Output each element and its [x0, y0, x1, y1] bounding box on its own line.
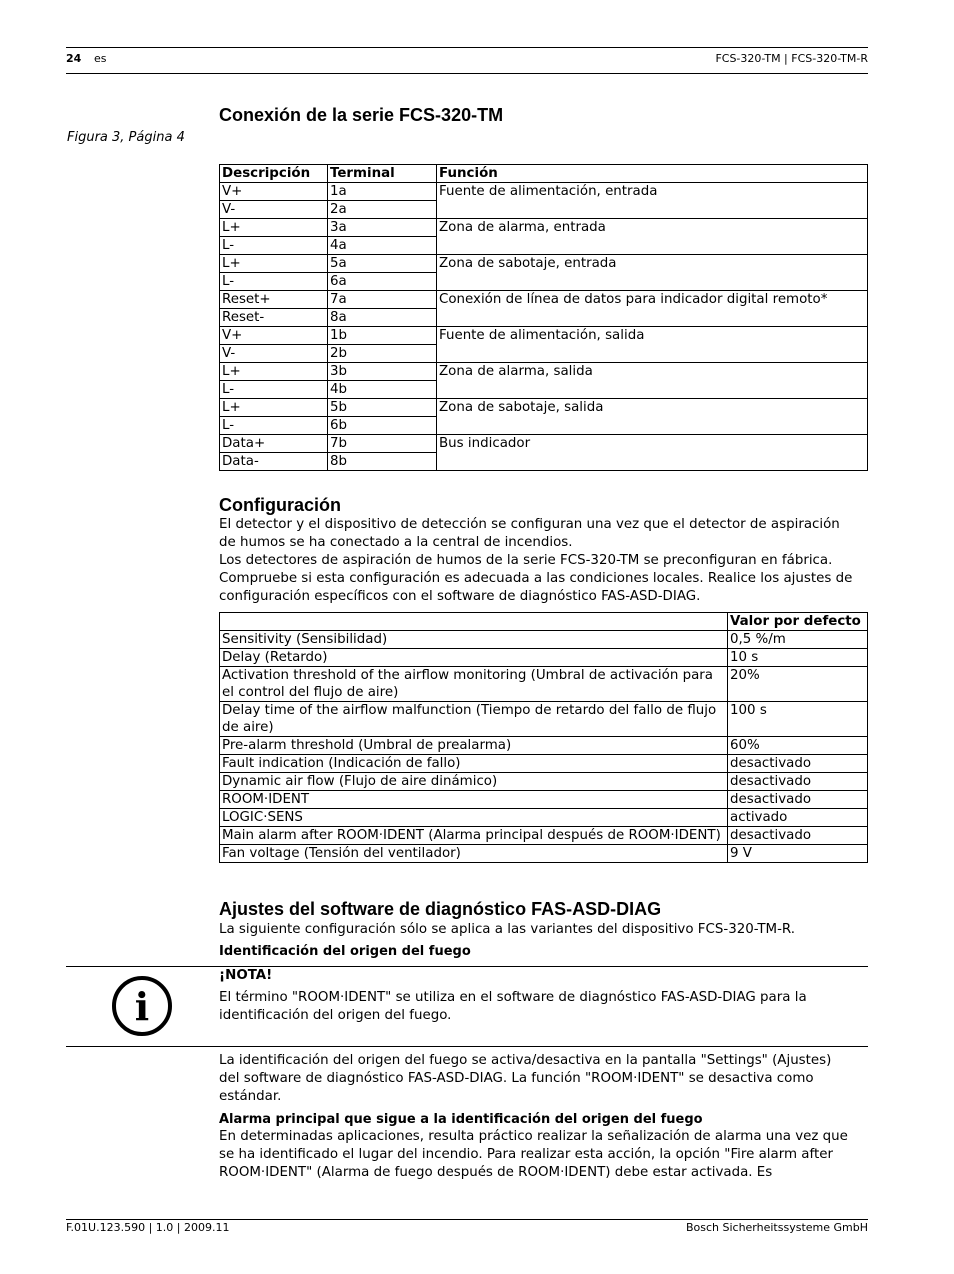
table-row — [220, 773, 868, 791]
text-line: se ha identificado el lugar del incendio. Para realizar esta acción, la opción "Fire alarm after — [219, 1147, 833, 1162]
text-line: El detector y el dispositivo de detección se configuran una vez que el detector de aspiración — [219, 517, 840, 532]
function-cell: Fuente de alimentación, salida — [437, 327, 868, 363]
setting-name-cell: Activation threshold of the airflow monitoring (Umbral de activación para el control del flujo de aire) — [220, 667, 728, 702]
figure-reference: Figura 3, Página 4 — [67, 130, 185, 145]
setting-name-cell: Pre-alarm threshold (Umbral de prealarma) — [220, 737, 728, 755]
setting-name-cell: Main alarm after ROOM·IDENT (Alarma principal después de ROOM·IDENT) — [220, 827, 728, 845]
text-line: de humos se ha conectado a la central de incendios. — [219, 535, 573, 550]
description-cell: L+ — [220, 363, 328, 381]
setting-name-cell: LOGIC·SENS — [220, 809, 728, 827]
section-title-software-settings: Ajustes del software de diagnóstico FAS-ASD-DIAG — [219, 899, 662, 919]
description-cell: L+ — [220, 255, 328, 273]
table-header-row — [220, 165, 868, 183]
terminal-cell: 5a — [328, 255, 437, 273]
setting-name-cell: Sensitivity (Sensibilidad) — [220, 631, 728, 649]
main-alarm-paragraph — [219, 1128, 848, 1182]
configuration-text — [219, 516, 869, 606]
description-cell: Reset- — [220, 309, 328, 327]
table-row — [220, 809, 868, 827]
text-line: Los detectores de aspiración de humos de la serie FCS-320-TM se preconfiguran en fábrica. — [219, 553, 833, 568]
terminal-cell: 3a — [328, 219, 437, 237]
description-cell: V- — [220, 201, 328, 219]
info-icon-glyph: i — [134, 984, 150, 1029]
software-intro: La siguiente configuración sólo se aplica a las variantes del dispositivo FCS-320-TM-R. — [219, 922, 795, 937]
table-row — [220, 667, 868, 702]
text-line: El término "ROOM·IDENT" se utiliza en el software de diagnóstico FAS-ASD-DIAG para la — [219, 990, 807, 1005]
table-row — [220, 649, 868, 667]
column-header — [220, 613, 728, 631]
description-cell: L- — [220, 237, 328, 255]
terminal-cell: 3b — [328, 363, 437, 381]
info-icon — [111, 975, 173, 1037]
table-row — [220, 845, 868, 863]
column-header: Valor por defecto — [728, 613, 868, 631]
function-cell: Zona de sabotaje, entrada — [437, 255, 868, 291]
function-cell: Zona de alarma, salida — [437, 363, 868, 399]
description-cell: L+ — [220, 399, 328, 417]
terminal-cell: 8b — [328, 453, 437, 471]
text-line: La identificación del origen del fuego se activa/desactiva en la pantalla "Settings" (Ajustes) — [219, 1053, 832, 1068]
default-value-cell: activado — [728, 809, 868, 827]
function-cell: Fuente de alimentación, entrada — [437, 183, 868, 219]
table-row — [220, 737, 868, 755]
footer-rule — [66, 1219, 868, 1220]
text-line: del software de diagnóstico FAS-ASD-DIAG. La función "ROOM·IDENT" se desactiva como — [219, 1071, 814, 1086]
setting-name-cell: Delay (Retardo) — [220, 649, 728, 667]
description-cell: V+ — [220, 327, 328, 345]
table-row — [220, 291, 868, 309]
table-row — [220, 327, 868, 345]
terminal-cell: 6a — [328, 273, 437, 291]
table-row — [220, 827, 868, 845]
connection-table — [219, 164, 868, 471]
subheading-fire-origin: Identificación del origen del fuego — [219, 944, 471, 959]
description-cell: L- — [220, 417, 328, 435]
terminal-cell: 5b — [328, 399, 437, 417]
terminal-cell: 4a — [328, 237, 437, 255]
function-cell: Zona de sabotaje, salida — [437, 399, 868, 435]
description-cell: Reset+ — [220, 291, 328, 309]
configuration-table — [219, 612, 868, 863]
default-value-cell: desactivado — [728, 773, 868, 791]
column-header: Función — [437, 165, 868, 183]
description-cell: V- — [220, 345, 328, 363]
terminal-cell: 8a — [328, 309, 437, 327]
text-line: ROOM·IDENT" (Alarma de fuego después de ROOM·IDENT) debe estar activada. Es — [219, 1165, 773, 1180]
default-value-cell: 20% — [728, 667, 868, 702]
text-line: identificación del origen del fuego. — [219, 1008, 452, 1023]
table-row — [220, 255, 868, 273]
description-cell: L- — [220, 273, 328, 291]
table-row — [220, 183, 868, 201]
section-title-connection: Conexión de la serie FCS-320-TM — [219, 105, 504, 125]
table-row — [220, 435, 868, 453]
description-cell: L- — [220, 381, 328, 399]
table-row — [220, 702, 868, 737]
setting-name-cell: Fan voltage (Tensión del ventilador) — [220, 845, 728, 863]
terminal-cell: 7a — [328, 291, 437, 309]
setting-name-cell: Delay time of the airflow malfunction (Tiempo de retardo del fallo de flujo de aire) — [220, 702, 728, 737]
note-text — [219, 989, 807, 1025]
fire-origin-paragraph — [219, 1052, 831, 1106]
terminal-cell: 4b — [328, 381, 437, 399]
table-row — [220, 219, 868, 237]
table-row — [220, 791, 868, 809]
function-cell: Conexión de línea de datos para indicador digital remoto* — [437, 291, 868, 327]
default-value-cell: desactivado — [728, 827, 868, 845]
table-header-row — [220, 613, 868, 631]
table-row — [220, 399, 868, 417]
description-cell: L+ — [220, 219, 328, 237]
setting-name-cell: Dynamic air flow (Flujo de aire dinámico) — [220, 773, 728, 791]
terminal-cell: 2b — [328, 345, 437, 363]
language-code: es — [94, 52, 107, 65]
document-id: F.01U.123.590 | 1.0 | 2009.11 — [66, 1221, 230, 1234]
setting-name-cell: Fault indication (Indicación de fallo) — [220, 755, 728, 773]
note-bottom-rule — [66, 1046, 868, 1047]
company-name: Bosch Sicherheitssysteme GmbH — [685, 1221, 868, 1234]
column-header: Descripción — [220, 165, 328, 183]
product-name: FCS-320-TM | FCS-320-TM-R — [715, 52, 868, 65]
subheading-main-alarm: Alarma principal que sigue a la identificación del origen del fuego — [219, 1112, 703, 1127]
note-top-rule — [66, 966, 868, 967]
table-row — [220, 363, 868, 381]
description-cell: Data- — [220, 453, 328, 471]
table-row — [220, 631, 868, 649]
header-top-rule — [66, 47, 868, 48]
header-bottom-rule — [66, 73, 868, 74]
text-line: configuración específicos con el software de diagnóstico FAS-ASD-DIAG. — [219, 589, 701, 604]
description-cell: Data+ — [220, 435, 328, 453]
terminal-cell: 6b — [328, 417, 437, 435]
default-value-cell: 100 s — [728, 702, 868, 737]
page-number: 24 — [66, 52, 82, 65]
setting-name-cell: ROOM·IDENT — [220, 791, 728, 809]
default-value-cell: 0,5 %/m — [728, 631, 868, 649]
function-cell: Bus indicador — [437, 435, 868, 471]
text-line: En determinadas aplicaciones, resulta práctico realizar la señalización de alarma una vez que — [219, 1129, 848, 1144]
section-title-configuration: Configuración — [219, 495, 341, 515]
default-value-cell: desactivado — [728, 791, 868, 809]
terminal-cell: 1a — [328, 183, 437, 201]
default-value-cell: 60% — [728, 737, 868, 755]
default-value-cell: 10 s — [728, 649, 868, 667]
function-cell: Zona de alarma, entrada — [437, 219, 868, 255]
description-cell: V+ — [220, 183, 328, 201]
terminal-cell: 7b — [328, 435, 437, 453]
default-value-cell: desactivado — [728, 755, 868, 773]
terminal-cell: 1b — [328, 327, 437, 345]
default-value-cell: 9 V — [728, 845, 868, 863]
text-line: Compruebe si esta configuración es adecuada a las condiciones locales. Realice los ajustes de — [219, 571, 853, 586]
note-label: ¡NOTA! — [219, 968, 273, 983]
text-line: estándar. — [219, 1089, 282, 1104]
column-header: Terminal — [328, 165, 437, 183]
terminal-cell: 2a — [328, 201, 437, 219]
table-row — [220, 755, 868, 773]
